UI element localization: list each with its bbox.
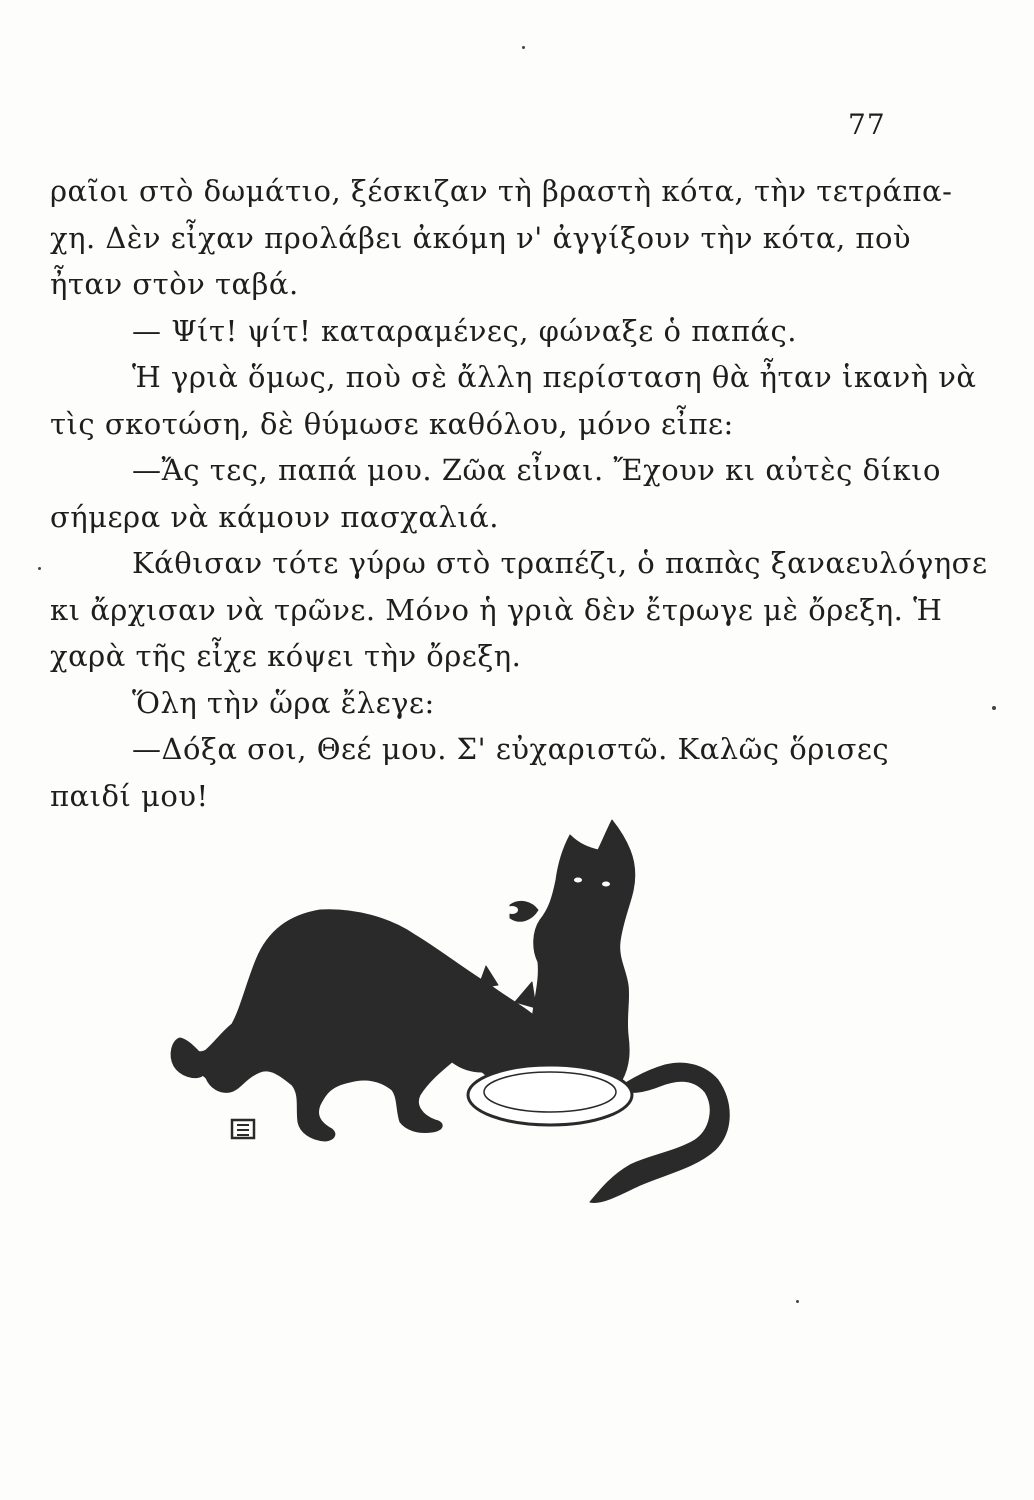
text-line: κι ἄρχισαν νὰ τρῶνε. Μόνο ἡ γριὰ δὲν ἔτρωγε μὲ ὄρεξη. Ἡ: [50, 592, 943, 627]
text-line: — Ψίτ! ψίτ! καταραμένες, φώναξε ὁ παπάς.: [132, 313, 797, 348]
print-speck: [38, 567, 41, 570]
text-line: Ὅλη τὴν ὥρα ἔλεγε:: [132, 685, 435, 720]
text-line: Ἡ γριὰ ὅμως, ποὺ σὲ ἄλλη περίσταση θὰ ἦταν ἱκανὴ νὰ: [132, 360, 977, 394]
text-line: παιδί μου!: [50, 778, 209, 813]
text-line: ἦταν στὸν ταβά.: [50, 267, 299, 301]
text-line: χη. Δὲν εἶχαν προλάβει ἀκόμη ν' ἀγγίξουν τὴν κότα, ποὺ: [50, 220, 912, 255]
page-number: 77: [848, 108, 886, 141]
print-speck: [796, 1300, 799, 1303]
ink-cats-icon: [171, 820, 729, 1203]
text-line: —Δόξα σοι, Θεέ μου. Σ' εὐχαριστῶ. Καλῶς ὅρισες: [132, 732, 890, 766]
text-line: χαρὰ τῆς εἶχε κόψει τὴν ὄρεξη.: [50, 639, 522, 673]
text-line: σήμερα νὰ κάμουν πασχαλιά.: [50, 499, 499, 534]
text-line: Κάθισαν τότε γύρω στὸ τραπέζι, ὁ παπὰς ξαναευλόγησε: [132, 546, 988, 580]
print-speck: [992, 706, 996, 710]
text-line: —Ἄς τες, παπά μου. Ζῶα εἶναι. Ἔχουν κι αὐτὲς δίκιο: [132, 453, 941, 487]
two-cats-drinking-milk-illustration: [160, 810, 780, 1210]
text-line: τὶς σκοτώση, δὲ θύμωσε καθόλου, μόνο εἶπε:: [50, 406, 734, 441]
print-speck: [522, 46, 525, 49]
artist-monogram-icon: [232, 1120, 254, 1138]
milk-plate-icon: [468, 1065, 632, 1125]
text-line: ραῖοι στὸ δωμάτιο, ξέσκιζαν τὴ βραστὴ κότα, τὴν τετράπα-: [50, 174, 953, 208]
body-text: [50, 168, 988, 819]
